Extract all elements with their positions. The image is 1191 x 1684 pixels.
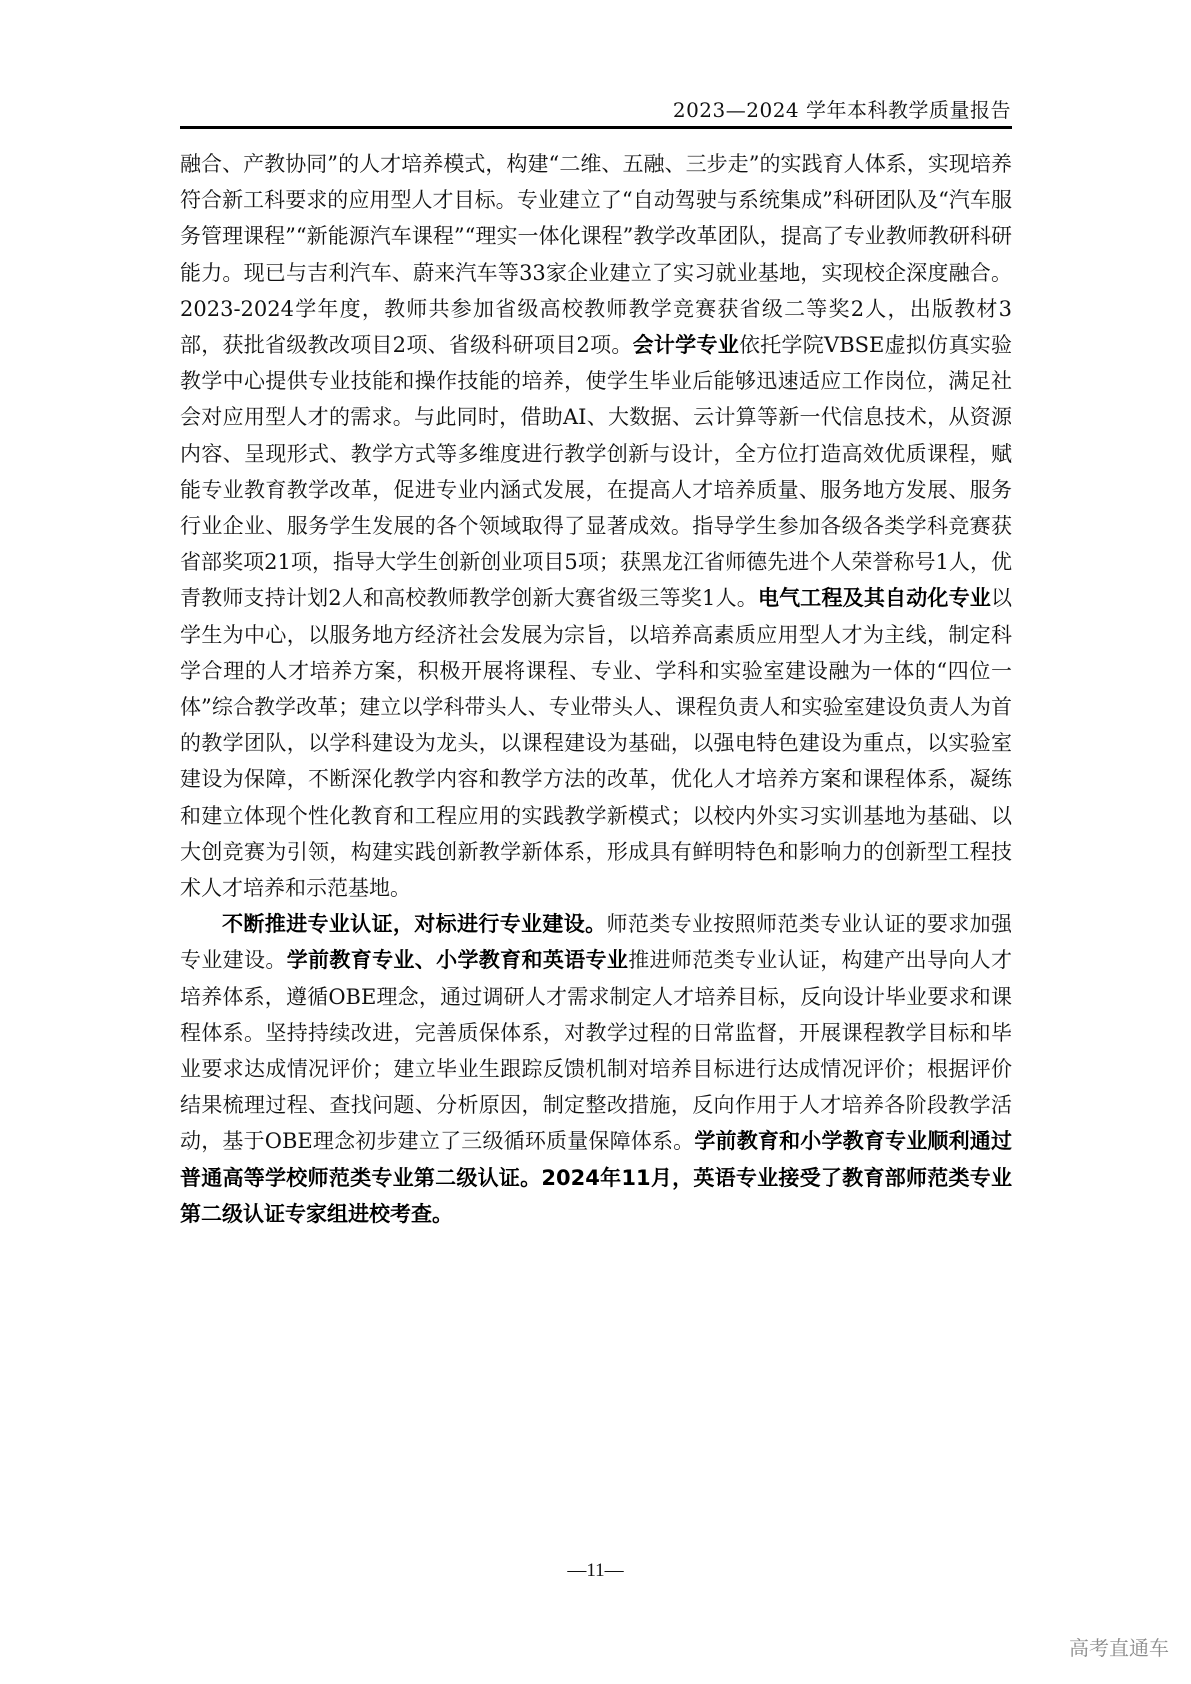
bold-segment-certification-result: 学前教育和小学教育专业顺利通过普通高等学校师范类专业第二级认证。2024年11月，英语专业接受了教育部师范类专业第二级认证专家组进校考查。 <box>180 1129 1012 1226</box>
text-segment: 依托学院VBSE虚拟仿真实验教学中心提供专业技能和操作技能的培养，使学生毕业后能够迅速适应工作岗位，满足社会对应用型人才的需求。与此同时，借助AI、大数据、云计算等新一代信息技术，从资源内容、呈现形式、教学方式等多维度进行教学创新与设计，全方位打造高效优质课程，赋能专业教育教学改革，促进专业内涵式发展，在提高人才培养质量、服务地方发展、服务行业企业、服务学生发展的各个领域取得了显著成效。指导学生参加各级各类学科竞赛获省部奖项21项，指导大学生创新创业项目5项；获黑龙江省师德先进个人荣誉称号1人，优青教师支持计划2人和高校教师教学创新大赛省级三等奖1人。 <box>180 333 1012 611</box>
text-segment: 融合、产教协同”的人才培养模式，构建“二维、五融、三步走”的实践育人体系，实现培养符合新工科要求的应用型人才目标。专业建立了“自动驾驶与系统集成”科研团队及“汽车服务管理课程”“新能源汽车课程”“理实一体化课程”教学改革团队，提高了专业教师教研科研能力。现已与吉利汽车、蔚来汽车等33家企业建立了实习就业基地，实现校企深度融合。2023-2024学年度，教师共参加省级高校教师教学竞赛获省级二等奖2人，出版教材3部，获批省级教改项目2项、省级科研项目2项。 <box>180 152 1012 358</box>
header-divider <box>180 126 1012 129</box>
bold-segment-accounting-major: 会计学专业 <box>632 333 739 358</box>
watermark-text: 高考直通车 <box>1069 1636 1169 1660</box>
page-number: —11— <box>567 1560 624 1581</box>
text-segment: 推进师范类专业认证，构建产出导向人才培养体系，遵循OBE理念，通过调研人才需求制定人才培养目标，反向设计毕业要求和课程体系。坚持持续改进，完善质保体系，对教学过程的日常监督，开展课程教学目标和毕业要求达成情况评价；建立毕业生跟踪反馈机制对培养目标进行达成情况评价；根据评价结果梳理过程、查找问题、分析原因，制定整改措施，反向作用于人才培养各阶段教学活动，基于OBE理念初步建立了三级循环质量保障体系。 <box>180 948 1013 1154</box>
paragraph-certification <box>180 906 1012 1232</box>
bold-segment-teacher-majors: 学前教育专业、小学教育和英语专业 <box>286 948 629 973</box>
bold-segment-electrical-major: 电气工程及其自动化专业 <box>757 586 991 611</box>
body-text <box>180 146 1012 1232</box>
text-segment: 师范类专业按照师范类专业认证的要求加强专业建设。 <box>180 912 1012 973</box>
paragraph-majors <box>180 146 1012 906</box>
running-header-title: 2023—2024 学年本科教学质量报告 <box>672 98 1011 122</box>
text-segment: 以学生为中心，以服务地方经济社会发展为宗旨，以培养高素质应用型人才为主线，制定科学合理的人才培养方案，积极开展将课程、专业、学科和实验室建设融为一体的“四位一体”综合教学改革；建立以学科带头人、专业带头人、课程负责人和实验室建设负责人为首的教学团队，以学科建设为龙头，以课程建设为基础，以强电特色建设为重点，以实验室建设为保障，不断深化教学内容和教学方法的改革，优化人才培养方案和课程体系，凝练和建立体现个性化教育和工程应用的实践教学新模式；以校内外实习实训基地为基础、以大创竞赛为引领，构建实践创新教学新体系，形成具有鲜明特色和影响力的创新型工程技术人才培养和示范基地。 <box>180 586 1012 901</box>
bold-segment-section-lead: 不断推进专业认证，对标进行专业建设。 <box>222 912 607 937</box>
